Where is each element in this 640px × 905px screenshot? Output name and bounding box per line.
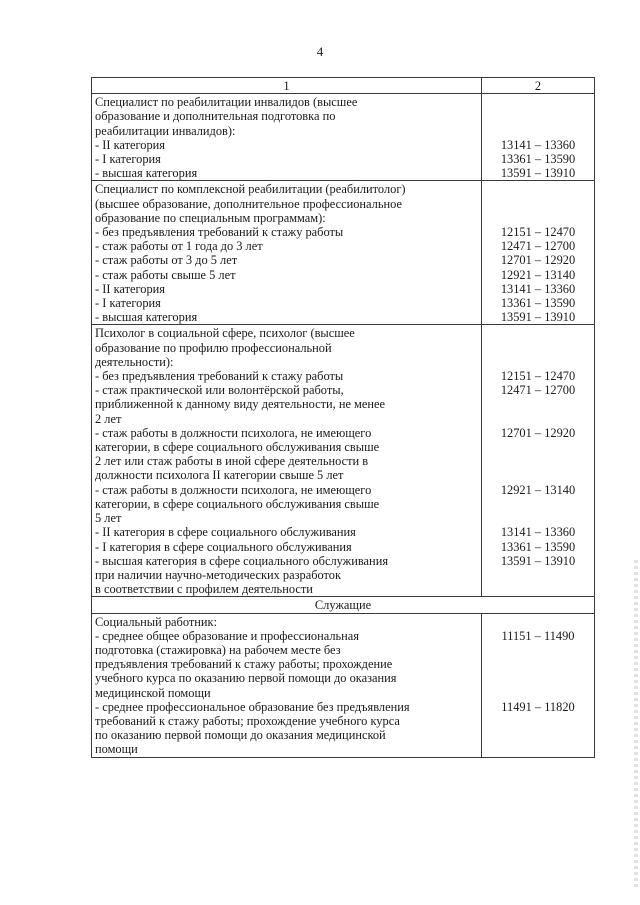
salary-value: 12471 – 12700 (500, 239, 576, 254)
description-line: - I категория в сфере социального обслуживания (95, 539, 352, 554)
salary-range (482, 325, 595, 597)
salary-value: 11151 – 11490 (501, 628, 575, 643)
position-group-row (92, 181, 595, 325)
description-line: Специалист по реабилитации инвалидов (высшее (95, 95, 358, 110)
salary-value: 12921 – 13140 (500, 482, 576, 497)
salary-value-spacer (485, 468, 591, 482)
salary-value-spacer (485, 109, 591, 123)
salary-value-spacer (485, 497, 591, 511)
salary-range (482, 181, 595, 325)
description-line: медицинской помощи (95, 685, 211, 700)
description-line: - II категория (95, 137, 165, 152)
description-line: - II категория в сфере социального обслуживания (95, 525, 356, 540)
description-line: - среднее общее образование и профессиональная (95, 628, 359, 643)
description-line: - I категория (95, 152, 161, 167)
description-line: образование по специальным программам): (95, 210, 326, 225)
salary-value: 13591 – 13910 (500, 310, 576, 325)
description-line: учебного курса по оказанию первой помощи до оказания (95, 671, 397, 686)
salary-value-spacer (485, 182, 591, 196)
salary-value-spacer (485, 397, 591, 411)
description-line: - I категория (95, 296, 161, 311)
salary-value: 12151 – 12470 (500, 369, 576, 384)
salary-value: 13591 – 13910 (500, 553, 576, 568)
description-line: - стаж практической или волонтёрской работы, (95, 383, 344, 398)
salary-value-spacer (485, 582, 591, 596)
description-line: - стаж работы в должности психолога, не имеющего (95, 482, 372, 497)
salary-value: 12151 – 12470 (500, 225, 576, 240)
description-line: - стаж работы свыше 5 лет (95, 267, 236, 282)
column-header-2: 2 (482, 78, 595, 94)
table-header-row (92, 78, 595, 94)
salary-value-spacer (485, 615, 591, 629)
salary-value-spacer (485, 714, 591, 728)
salary-value-spacer (485, 326, 591, 340)
salary-value-spacer (485, 454, 591, 468)
description-line: - стаж работы от 3 до 5 лет (95, 253, 238, 268)
position-group-row (92, 613, 595, 757)
description-line: - высшая категория в сфере социального обслуживания (95, 553, 389, 568)
salary-value: 13361 – 13590 (500, 296, 576, 311)
description-line: требований к стажу работы; прохождение учебного курса (95, 713, 400, 728)
salary-range (482, 94, 595, 181)
column-header-1: 1 (92, 78, 482, 94)
section-heading: Служащие (92, 597, 595, 613)
salary-table (91, 77, 595, 758)
description-line: - без предъявления требований к стажу работы (95, 225, 344, 240)
salary-value-spacer (485, 643, 591, 657)
description-line: образование и дополнительная подготовка по (95, 109, 336, 124)
salary-value: 12701 – 12920 (500, 425, 576, 440)
description-line: образование по профилю профессиональной (95, 340, 332, 355)
description-line: - стаж работы от 1 года до 3 лет (95, 239, 263, 254)
description-line: должности психолога II категории свыше 5 лет (95, 468, 344, 483)
position-description (92, 94, 482, 181)
description-line: приближенной к данному виду деятельности, не менее (95, 397, 386, 412)
position-group-row (92, 94, 595, 181)
description-line: - среднее профессиональное образование без предъявления (95, 699, 410, 714)
salary-value-spacer (485, 671, 591, 685)
salary-value-spacer (485, 686, 591, 700)
description-line: Психолог в социальной сфере, психолог (высшее (95, 326, 355, 341)
salary-value-spacer (485, 412, 591, 426)
description-line: помощи (95, 742, 138, 757)
position-description (92, 181, 482, 325)
description-line: - II категория (95, 281, 165, 296)
salary-value: 12701 – 12920 (500, 253, 576, 268)
description-line: реабилитации инвалидов): (95, 123, 236, 138)
description-line: по оказанию первой помощи до оказания медицинской (95, 728, 386, 743)
position-description (92, 613, 482, 757)
description-line: предъявления требований к стажу работы; прохождение (95, 657, 393, 672)
description-line: 2 лет или стаж работы в иной сфере деятельности в (95, 454, 369, 469)
salary-value-spacer (485, 95, 591, 109)
description-line: 5 лет (95, 511, 122, 526)
salary-value-spacer (485, 124, 591, 138)
salary-value-spacer (485, 440, 591, 454)
position-description (92, 325, 482, 597)
description-line: (высшее образование, дополнительное профессиональное (95, 196, 402, 211)
description-line: категории, в сфере социального обслуживания свыше (95, 496, 380, 511)
description-line: - стаж работы в должности психолога, не имеющего (95, 425, 372, 440)
description-line: при наличии научно-методических разработок (95, 567, 342, 582)
salary-value-spacer (485, 197, 591, 211)
salary-range (482, 613, 595, 757)
description-line: - без предъявления требований к стажу работы (95, 369, 344, 384)
salary-value-spacer (485, 657, 591, 671)
description-line: 2 лет (95, 411, 122, 426)
page-number: 4 (316, 44, 324, 59)
salary-value-spacer (485, 511, 591, 525)
salary-value-spacer (485, 728, 591, 742)
description-line: Специалист по комплексной реабилитации (реабилитолог) (95, 182, 406, 197)
salary-value: 13361 – 13590 (500, 152, 576, 167)
description-line: - высшая категория (95, 166, 198, 181)
salary-value: 13141 – 13360 (500, 137, 576, 152)
section-heading-row (92, 597, 595, 613)
salary-value: 12921 – 13140 (500, 267, 576, 282)
description-line: в соответствии с профилем деятельности (95, 582, 313, 597)
table-body (92, 78, 595, 758)
salary-value: 12471 – 12700 (500, 383, 576, 398)
salary-value-spacer (485, 355, 591, 369)
salary-value-spacer (485, 341, 591, 355)
description-line: деятельности): (95, 354, 174, 369)
salary-value: 13141 – 13360 (500, 281, 576, 296)
description-line: Социальный работник: (95, 614, 218, 629)
scan-margin-mark (634, 560, 638, 890)
salary-value: 13141 – 13360 (500, 525, 576, 540)
salary-value-spacer (485, 742, 591, 756)
salary-value-spacer (485, 568, 591, 582)
salary-value: 13361 – 13590 (500, 539, 576, 554)
salary-value-spacer (485, 211, 591, 225)
position-group-row (92, 325, 595, 597)
salary-value: 13591 – 13910 (500, 166, 576, 181)
description-line: - высшая категория (95, 310, 198, 325)
description-line: категории, в сфере социального обслуживания свыше (95, 440, 380, 455)
description-line: подготовка (стажировка) на рабочем месте без (95, 642, 341, 657)
salary-value: 11491 – 11820 (501, 699, 575, 714)
